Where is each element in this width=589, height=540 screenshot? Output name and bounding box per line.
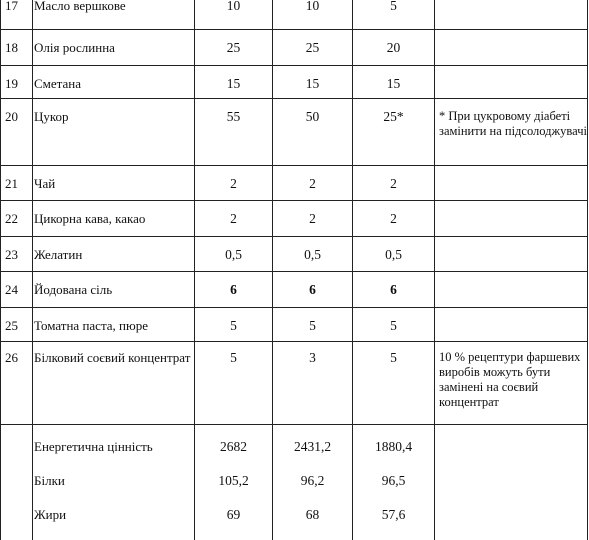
product-name: Олія рослинна: [33, 30, 195, 66]
table-row: [1, 30, 588, 66]
value-col-2: 6: [273, 272, 353, 308]
totals-col-2: [273, 425, 353, 540]
row-number: 20: [1, 99, 33, 166]
value-col-1: 5: [195, 342, 273, 425]
row-number: 25: [1, 308, 33, 342]
table-row: [1, 342, 588, 425]
table-row: [1, 166, 588, 201]
table-row: [1, 308, 588, 342]
row-number: 18: [1, 30, 33, 66]
note-cell: [435, 166, 588, 201]
value-col-1: 10: [195, 0, 273, 30]
value-col-1: 6: [195, 272, 273, 308]
product-name: Масло вершкове: [33, 0, 195, 30]
value-col-3: 5: [353, 342, 435, 425]
value-col-2: 2: [273, 201, 353, 237]
value-col-3: 25*: [353, 99, 435, 166]
value-col-2: 25: [273, 30, 353, 66]
product-name: Чай: [33, 166, 195, 201]
product-name: Томатна паста, пюре: [33, 308, 195, 342]
row-number: 23: [1, 237, 33, 272]
value-col-2: 50: [273, 99, 353, 166]
fat-value-2: 68: [305, 507, 320, 522]
protein-value-2: 96,2: [300, 473, 325, 488]
protein-value-3: 96,5: [381, 473, 406, 488]
product-name: Цикорна кава, какао: [33, 201, 195, 237]
note-cell: [435, 0, 588, 30]
value-col-3: 15: [353, 66, 435, 99]
note-cell: [435, 237, 588, 272]
fat-label: Жири: [34, 507, 67, 522]
totals-labels: [33, 425, 195, 540]
totals-index-cell: [1, 425, 33, 540]
totals-col-3: [353, 425, 435, 540]
note-cell: 10 % рецептури фаршевих виробів можуть бути замінені на соєвий концентрат: [435, 342, 588, 425]
row-number: 19: [1, 66, 33, 99]
protein-value-1: 105,2: [218, 473, 249, 488]
note-cell: [435, 66, 588, 99]
table-row: [1, 237, 588, 272]
value-col-3: 2: [353, 201, 435, 237]
value-col-3: 5: [353, 0, 435, 30]
product-name: Желатин: [33, 237, 195, 272]
energy-value-2: 2431,2: [293, 439, 332, 454]
value-col-1: 15: [195, 66, 273, 99]
note-cell: [435, 30, 588, 66]
totals-row: [1, 425, 588, 540]
note-cell: [435, 201, 588, 237]
note-cell: * При цукровому діабеті замінити на підсолоджувачі: [435, 99, 588, 166]
energy-value-1: 2682: [220, 439, 247, 454]
product-name: Сметана: [33, 66, 195, 99]
value-col-1: 0,5: [195, 237, 273, 272]
note-cell: [435, 272, 588, 308]
totals-note-cell: [435, 425, 588, 540]
value-col-1: 5: [195, 308, 273, 342]
product-name: Білковий соєвий концентрат: [33, 342, 195, 425]
energy-value-3: 1880,4: [374, 439, 413, 454]
value-col-3: 6: [353, 272, 435, 308]
table-row: [1, 201, 588, 237]
energy-label: Енергетична цінність: [34, 439, 153, 454]
value-col-2: 10: [273, 0, 353, 30]
value-col-2: 0,5: [273, 237, 353, 272]
table-row: [1, 66, 588, 99]
value-col-3: 5: [353, 308, 435, 342]
product-name: Цукор: [33, 99, 195, 166]
table-row: [1, 0, 588, 30]
value-col-3: 20: [353, 30, 435, 66]
totals-col-1: [195, 425, 273, 540]
value-col-2: 15: [273, 66, 353, 99]
table-row: [1, 99, 588, 166]
value-col-2: 5: [273, 308, 353, 342]
value-col-3: 2: [353, 166, 435, 201]
value-col-1: 25: [195, 30, 273, 66]
fat-value-3: 57,6: [381, 507, 406, 522]
table-row: [1, 272, 588, 308]
row-number: 17: [1, 0, 33, 30]
value-col-2: 2: [273, 166, 353, 201]
fat-value-1: 69: [226, 507, 241, 522]
value-col-1: 2: [195, 166, 273, 201]
value-col-1: 2: [195, 201, 273, 237]
value-col-2: 3: [273, 342, 353, 425]
row-number: 22: [1, 201, 33, 237]
value-col-1: 55: [195, 99, 273, 166]
protein-label: Білки: [34, 473, 65, 488]
row-number: 21: [1, 166, 33, 201]
value-col-3: 0,5: [353, 237, 435, 272]
row-number: 24: [1, 272, 33, 308]
row-number: 26: [1, 342, 33, 425]
product-name: Йодована сіль: [33, 272, 195, 308]
note-cell: [435, 308, 588, 342]
